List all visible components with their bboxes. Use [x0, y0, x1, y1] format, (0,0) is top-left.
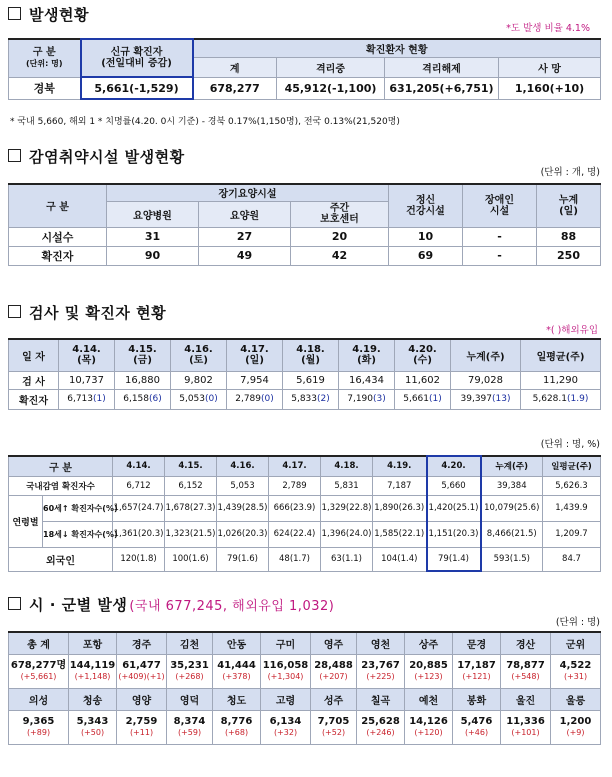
header-date-cell: 4.20.	[427, 456, 481, 476]
district-total: 7,705	[317, 716, 350, 727]
header-date-cell	[115, 339, 171, 371]
district-total: 9,365	[22, 716, 55, 727]
row-group-age: 연령별	[9, 495, 43, 547]
district-increase: (+120)	[414, 728, 443, 737]
confirmed-count: 5,833	[291, 394, 317, 404]
header-confirmed-status: 확진환자 현황	[193, 39, 601, 57]
district-name: 포항	[69, 632, 117, 654]
district-total: 23,767	[361, 660, 400, 671]
cell: 100(1.6)	[165, 547, 217, 571]
district-increase: (+1,148)	[74, 672, 111, 681]
district-total: 5,476	[460, 716, 493, 727]
header-date-cell: 4.16.	[217, 456, 269, 476]
cell	[227, 389, 283, 409]
overseas-count: (2)	[317, 394, 330, 404]
row-label-foreigner: 외국인	[9, 547, 113, 571]
cell: 1,678(27.3)	[165, 495, 217, 521]
district-increase: (+59)	[177, 728, 202, 737]
header-cumulative: 누계(주)	[481, 456, 543, 476]
table-row	[9, 246, 601, 265]
district-total: 11,336	[506, 716, 545, 727]
overseas-count: (1)	[429, 394, 442, 404]
district-name: 영천	[357, 632, 405, 654]
cell: 5,831	[321, 476, 373, 495]
cell: 1,439(28.5)	[217, 495, 269, 521]
cell: 1,361(20.3)	[113, 521, 165, 547]
district-total: 5,343	[76, 716, 109, 727]
cell: 5,053	[217, 476, 269, 495]
row-label-domestic: 국내감염 확진자수	[9, 476, 113, 495]
cell: 31	[107, 227, 199, 246]
district-increase: (+378)	[222, 672, 251, 681]
confirmed-count: 39,397	[460, 394, 492, 404]
cell: 1,585(22.1)	[373, 521, 427, 547]
cell	[451, 389, 521, 409]
cell: 2,789	[269, 476, 321, 495]
header-date: 일 자	[9, 339, 59, 371]
section-title-text: 발생현황	[29, 6, 89, 24]
cell: 48(1.7)	[269, 547, 321, 571]
header-date-cell	[283, 339, 339, 371]
header-date-cell: 4.14.	[113, 456, 165, 476]
row-confirmed	[9, 389, 601, 409]
district-name: 봉화	[453, 688, 501, 710]
district-increase: (+50)	[80, 728, 105, 737]
header-gubun: 구 분	[9, 456, 113, 476]
district-total: 17,187	[457, 660, 496, 671]
header-daily-avg: 일평균(주)	[543, 456, 601, 476]
confirmed-count: 5,661	[403, 394, 429, 404]
district-total: 61,477	[122, 660, 161, 671]
district-cell	[405, 654, 453, 688]
cell	[521, 389, 601, 409]
row-label-tests: 검 사	[9, 371, 59, 389]
cell-isolating: 45,912(-1,100)	[277, 77, 385, 99]
cell: 1,396(24.0)	[321, 521, 373, 547]
header-long-term-care: 장기요양시설	[107, 184, 389, 201]
cell: 20	[291, 227, 389, 246]
section-title-city-county	[8, 594, 334, 615]
district-cell	[551, 710, 601, 744]
district-cell	[405, 710, 453, 744]
district-name: 고령	[261, 688, 311, 710]
fatality-footnote: * 국내 5,660, 해외 1 * 치명률(4.20. 0시 기준) - 경북 0.17%(1,150명), 전국 0.13%(21,520명)	[10, 117, 400, 127]
cell: 6,712	[113, 476, 165, 495]
cell: 9,802	[171, 371, 227, 389]
row-label-confirmed: 확진자	[9, 246, 107, 265]
cell: 49	[199, 246, 291, 265]
header-isolating: 격리중	[277, 57, 385, 77]
cell: 1,657(24.7)	[113, 495, 165, 521]
district-total: 8,776	[220, 716, 253, 727]
overseas-count: (0)	[205, 394, 218, 404]
cell: 1,329(22.8)	[321, 495, 373, 521]
cell: 10	[389, 227, 463, 246]
district-name: 군위	[551, 632, 601, 654]
district-name: 문경	[453, 632, 501, 654]
unit-note: (단위 : 명)	[555, 617, 600, 628]
confirmed-count: 7,190	[347, 394, 373, 404]
checkbox-square-icon	[8, 7, 21, 20]
date-label: 4.15.	[128, 344, 157, 356]
district-name: 영주	[311, 632, 357, 654]
tests-confirmed-table	[8, 338, 601, 410]
overseas-count: (0)	[261, 394, 274, 404]
district-cell	[213, 710, 261, 744]
district-increase: (+9)	[566, 728, 585, 737]
cell	[115, 389, 171, 409]
cell: 593(1.5)	[481, 547, 543, 571]
confirmed-count: 5,053	[179, 394, 205, 404]
weekday-label: (수)	[413, 355, 432, 367]
header-cumulative: 누계(주)	[451, 339, 521, 371]
cell: 90	[107, 246, 199, 265]
district-increase: (+89)	[26, 728, 51, 737]
vulnerable-facilities-table	[8, 183, 601, 266]
district-cell	[311, 654, 357, 688]
district-increase: (+68)	[224, 728, 249, 737]
weekday-label: (금)	[133, 355, 152, 367]
district-increase: (+123)	[414, 672, 443, 681]
cell: -	[463, 246, 537, 265]
header-date-cell: 4.17.	[269, 456, 321, 476]
cell: 7,954	[227, 371, 283, 389]
district-cell	[311, 710, 357, 744]
checkbox-square-icon	[8, 305, 21, 318]
district-increase: (+5,661)	[20, 672, 57, 681]
district-cell	[453, 710, 501, 744]
header-deaths: 사 망	[499, 57, 601, 77]
overseas-count: (13)	[492, 394, 511, 404]
cell: -	[463, 227, 537, 246]
district-name: 안동	[213, 632, 261, 654]
cell-new-cases: 5,661(-1,529)	[81, 77, 193, 99]
district-increase: (+268)	[175, 672, 204, 681]
weekday-label: (목)	[77, 355, 96, 367]
cell-total: 678,277	[193, 77, 277, 99]
row-age-18-minus	[9, 521, 601, 547]
header-nursing-hospital: 요양병원	[107, 201, 199, 227]
district-cell	[213, 654, 261, 688]
section-subtitle: (국내 677,245, 해외유입 1,032)	[129, 599, 335, 614]
district-increase: (+31)	[563, 672, 588, 681]
district-cell	[117, 710, 167, 744]
cell: 11,290	[521, 371, 601, 389]
district-cell	[69, 710, 117, 744]
cell: 10,737	[59, 371, 115, 389]
district-name: 칠곡	[357, 688, 405, 710]
confirmed-count: 2,789	[235, 394, 261, 404]
header-date-cell: 4.19.	[373, 456, 427, 476]
cell: 250	[537, 246, 601, 265]
district-total: 1,200	[559, 716, 592, 727]
district-increase: (+207)	[319, 672, 348, 681]
cell: 5,619	[283, 371, 339, 389]
district-increase: (+409)(+1)	[118, 672, 165, 681]
section-title-outbreak	[8, 4, 89, 25]
header-row	[9, 339, 601, 371]
district-cell	[357, 654, 405, 688]
cell: 16,880	[115, 371, 171, 389]
district-total: 116,058	[262, 660, 309, 671]
weekday-label: (일)	[245, 355, 264, 367]
date-label: 4.14.	[72, 344, 101, 356]
weekday-label: (토)	[189, 355, 208, 367]
header-date-cell	[59, 339, 115, 371]
cell: 42	[291, 246, 389, 265]
row-label-facilities: 시설수	[9, 227, 107, 246]
district-increase: (+548)	[511, 672, 540, 681]
district-name: 김천	[167, 632, 213, 654]
cell: 624(22.4)	[269, 521, 321, 547]
date-label: 4.20.	[408, 344, 437, 356]
age-group-table	[8, 455, 601, 572]
confirmed-count: 6,158	[123, 394, 149, 404]
cell: 11,602	[395, 371, 451, 389]
district-increase: (+101)	[511, 728, 540, 737]
weekday-label: (화)	[357, 355, 376, 367]
district-total: 14,126	[409, 716, 448, 727]
district-total: 35,231	[170, 660, 209, 671]
unit-note: (단위 : 개, 명)	[540, 167, 600, 178]
section-title-text: 감염취약시설 발생현황	[29, 148, 185, 166]
cell-released: 631,205(+6,751)	[385, 77, 499, 99]
table-row	[9, 227, 601, 246]
section-title-tests-confirmed	[8, 302, 166, 323]
district-increase: (+11)	[129, 728, 154, 737]
cell: 6,152	[165, 476, 217, 495]
district-increase: (+52)	[321, 728, 346, 737]
header-day-care: 주간 보호센터	[291, 201, 389, 227]
header-released: 격리해제	[385, 57, 499, 77]
cell: 1,151(20.3)	[427, 521, 481, 547]
row-tests	[9, 371, 601, 389]
cell: 1,420(25.1)	[427, 495, 481, 521]
section-title-text: 검사 및 확진자 현황	[29, 304, 167, 322]
cell	[59, 389, 115, 409]
row-foreigner	[9, 547, 601, 571]
district-cell	[501, 710, 551, 744]
header-new-cases: 신규 확진자 (전일대비 증감)	[81, 39, 193, 77]
header-total: 계	[193, 57, 277, 77]
district-total: 20,885	[409, 660, 448, 671]
district-cell	[261, 654, 311, 688]
district-name: 울진	[501, 688, 551, 710]
district-increase: (+246)	[366, 728, 395, 737]
district-total: 25,628	[361, 716, 400, 727]
district-name: 상주	[405, 632, 453, 654]
cell: 10,079(25.6)	[481, 495, 543, 521]
row-domestic	[9, 476, 601, 495]
district-cell	[261, 710, 311, 744]
header-nursing-home: 요양원	[199, 201, 291, 227]
district-name: 영덕	[167, 688, 213, 710]
header-disability: 장애인 시설	[463, 184, 537, 227]
date-label: 4.17.	[240, 344, 269, 356]
district-total: 678,277명	[10, 660, 67, 671]
cell: 666(23.9)	[269, 495, 321, 521]
names-row-2	[9, 688, 601, 710]
district-increase: (+46)	[464, 728, 489, 737]
district-cell	[117, 654, 167, 688]
header-date-cell: 4.15.	[165, 456, 217, 476]
header-gubun: 구 분 (단위: 명)	[9, 39, 81, 77]
district-name: 청도	[213, 688, 261, 710]
cell: 7,187	[373, 476, 427, 495]
values-row-2	[9, 710, 601, 744]
confirmed-count: 5,628.1	[532, 394, 567, 404]
header-daily-avg: 일평균(주)	[521, 339, 601, 371]
district-total: 78,877	[506, 660, 545, 671]
district-total: 4,522	[559, 660, 592, 671]
header-cumulative: 누계 (일)	[537, 184, 601, 227]
row-label-gyeongbuk: 경북	[9, 77, 81, 99]
section-title-vulnerable-facilities	[8, 146, 185, 167]
cell: 84.7	[543, 547, 601, 571]
district-increase: (+121)	[462, 672, 491, 681]
header-date-cell: 4.18.	[321, 456, 373, 476]
cell: 5,660	[427, 476, 481, 495]
district-name: 의성	[9, 688, 69, 710]
overseas-note: *( )해외유입	[546, 325, 598, 336]
header-date-cell	[171, 339, 227, 371]
district-name: 영양	[117, 688, 167, 710]
district-name: 성주	[311, 688, 357, 710]
cell: 104(1.4)	[373, 547, 427, 571]
cell: 1,323(21.5)	[165, 521, 217, 547]
cell	[339, 389, 395, 409]
overseas-count: (1)	[93, 394, 106, 404]
header-row	[9, 456, 601, 476]
district-total: 28,488	[314, 660, 353, 671]
district-total: 41,444	[217, 660, 256, 671]
cell	[283, 389, 339, 409]
district-cell	[167, 654, 213, 688]
district-name: 예천	[405, 688, 453, 710]
cell: 63(1.1)	[321, 547, 373, 571]
overseas-count: (1.9)	[567, 394, 589, 404]
cell: 1,026(20.3)	[217, 521, 269, 547]
confirmed-count: 6,713	[67, 394, 93, 404]
district-total: 6,134	[269, 716, 302, 727]
header-date-cell	[227, 339, 283, 371]
cell: 1,439.9	[543, 495, 601, 521]
district-cell	[9, 710, 69, 744]
province-rate-note: *도 발생 비율 4.1%	[506, 23, 590, 34]
date-label: 4.18.	[296, 344, 325, 356]
cell-deaths: 1,160(+10)	[499, 77, 601, 99]
district-cell	[167, 710, 213, 744]
district-cell	[501, 654, 551, 688]
cell: 16,434	[339, 371, 395, 389]
outbreak-table	[8, 38, 601, 100]
cell: 27	[199, 227, 291, 246]
checkbox-square-icon	[8, 149, 21, 162]
cell: 79(1.4)	[427, 547, 481, 571]
city-county-table	[8, 631, 601, 745]
unit-note: (단위 : 명, %)	[540, 439, 600, 450]
district-name: 경주	[117, 632, 167, 654]
cell: 1,209.7	[543, 521, 601, 547]
district-name: 총 계	[9, 632, 69, 654]
header-date-cell	[395, 339, 451, 371]
cell: 8,466(21.5)	[481, 521, 543, 547]
district-total: 2,759	[125, 716, 158, 727]
cell: 79(1.6)	[217, 547, 269, 571]
cell: 79,028	[451, 371, 521, 389]
row-label-age60: 60세↑ 확진자수(%)	[43, 495, 113, 521]
header-gubun: 구 분	[9, 184, 107, 227]
district-cell	[357, 710, 405, 744]
district-name: 경산	[501, 632, 551, 654]
district-cell	[453, 654, 501, 688]
district-increase: (+1,304)	[267, 672, 304, 681]
district-total: 8,374	[173, 716, 206, 727]
cell: 5,626.3	[543, 476, 601, 495]
row-age-60-plus	[9, 495, 601, 521]
district-increase: (+225)	[366, 672, 395, 681]
names-row-1	[9, 632, 601, 654]
row-label-confirmed: 확진자	[9, 389, 59, 409]
date-label: 4.19.	[352, 344, 381, 356]
cell: 69	[389, 246, 463, 265]
values-row-1	[9, 654, 601, 688]
header-mental-health: 정신 건강시설	[389, 184, 463, 227]
cell: 1,890(26.3)	[373, 495, 427, 521]
overseas-count: (3)	[373, 394, 386, 404]
district-cell	[9, 654, 69, 688]
district-name: 구미	[261, 632, 311, 654]
section-title-text: 시 · 군별 발생	[29, 596, 128, 614]
date-label: 4.16.	[184, 344, 213, 356]
cell: 88	[537, 227, 601, 246]
weekday-label: (월)	[301, 355, 320, 367]
district-name: 청송	[69, 688, 117, 710]
cell	[395, 389, 451, 409]
overseas-count: (6)	[149, 394, 162, 404]
district-increase: (+32)	[273, 728, 298, 737]
header-date-cell	[339, 339, 395, 371]
district-name: 울릉	[551, 688, 601, 710]
row-label-age18: 18세↓ 확진자수(%)	[43, 521, 113, 547]
checkbox-square-icon	[8, 597, 21, 610]
cell: 39,384	[481, 476, 543, 495]
cell: 120(1.8)	[113, 547, 165, 571]
cell	[171, 389, 227, 409]
district-total: 144,119	[69, 660, 116, 671]
district-cell	[69, 654, 117, 688]
district-cell	[551, 654, 601, 688]
